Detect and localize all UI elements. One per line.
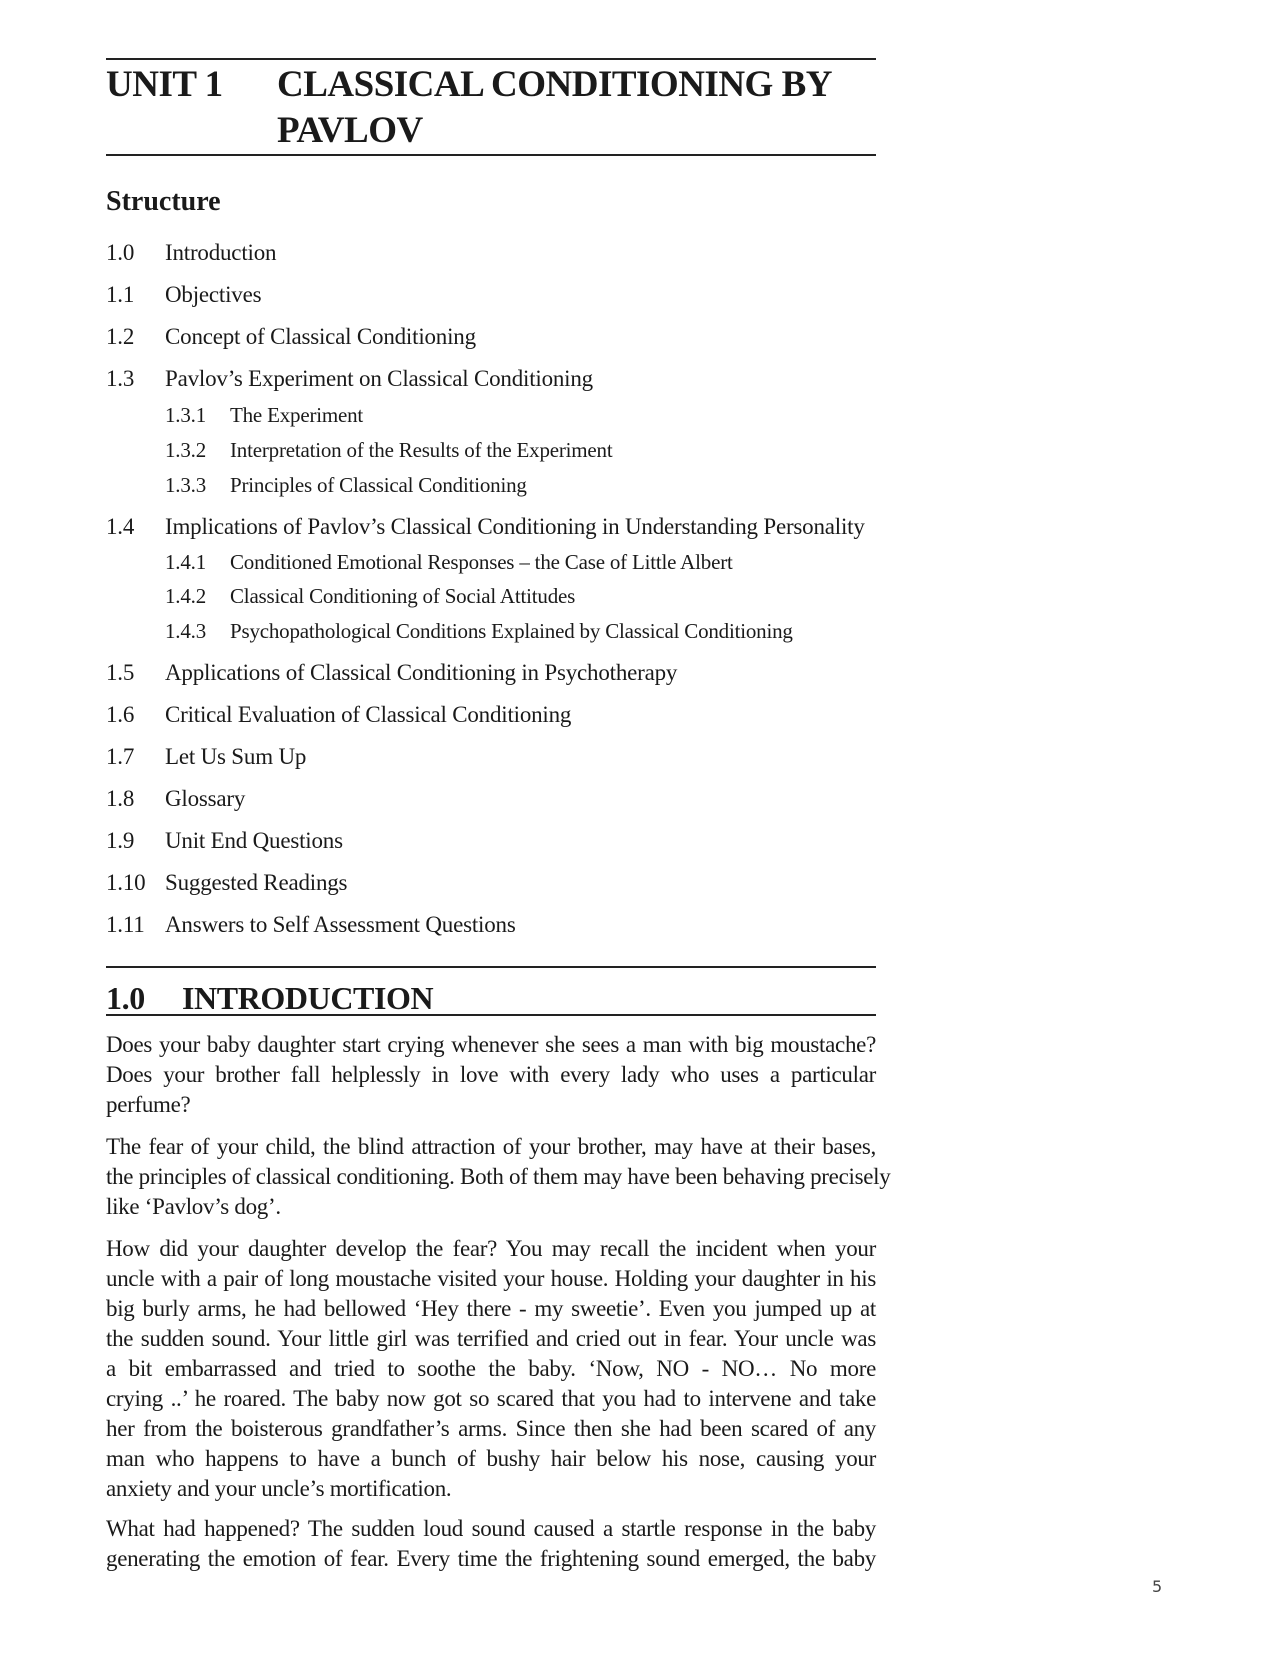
toc-item-label: Suggested Readings (165, 870, 348, 895)
text-line: a bit embarrassed and tried to soothe the baby. ‘Now, NO - NO… No more (106, 1356, 876, 1381)
toc-subitem (165, 548, 733, 576)
toc-item-number: 1.7 (106, 744, 135, 769)
unit-label: UNIT 1 (106, 64, 223, 105)
toc-item-number: 1.5 (106, 660, 135, 685)
toc-subitem-label: Interpretation of the Results of the Experiment (230, 438, 613, 462)
text-line: crying ..’ he roared. The baby now got so scared that you had to intervene and take (106, 1386, 876, 1411)
paragraph (106, 1030, 876, 1120)
toc-item-number: 1.8 (106, 786, 135, 811)
toc-item (106, 910, 516, 940)
text-line: man who happens to have a bunch of bushy hair below his nose, causing your (106, 1446, 876, 1471)
text-line: Does your baby daughter start crying whenever she sees a man with big moustache? (106, 1032, 876, 1057)
toc-subitem-number: 1.4.3 (165, 619, 207, 643)
toc-item-label: Objectives (165, 282, 262, 307)
structure-heading: Structure (106, 186, 221, 217)
toc-item (106, 742, 306, 772)
toc-item-number: 1.3 (106, 366, 135, 391)
text-line: generating the emotion of fear. Every time the frightening sound emerged, the baby (106, 1546, 876, 1571)
section-number: 1.0 (106, 980, 145, 1016)
toc-item-label: Critical Evaluation of Classical Conditioning (165, 702, 572, 727)
toc-subitem-number: 1.3.1 (165, 403, 207, 427)
toc-subitem-number: 1.3.2 (165, 438, 207, 462)
toc-item-number: 1.9 (106, 828, 135, 853)
toc-item-label: Concept of Classical Conditioning (165, 324, 476, 349)
toc-subitem-number: 1.4.2 (165, 584, 207, 608)
toc-item-label: Introduction (165, 240, 277, 265)
intro-bottom-rule (106, 1014, 876, 1016)
toc-item-number: 1.0 (106, 240, 135, 265)
toc-item-label: Applications of Classical Conditioning in Psychotherapy (165, 660, 678, 685)
toc-subitem (165, 436, 612, 464)
toc-item (106, 280, 261, 310)
toc-item (106, 826, 343, 856)
toc-item-label: Answers to Self Assessment Questions (165, 912, 516, 937)
toc-item (106, 238, 276, 268)
toc-subitem-number: 1.4.1 (165, 550, 207, 574)
toc-item-label: Implications of Pavlov’s Classical Conditioning in Understanding Personality (165, 514, 865, 539)
text-line: Does your brother fall helplessly in love with every lady who uses a particular (106, 1062, 876, 1087)
toc-subitem (165, 617, 793, 645)
text-line: anxiety and your uncle’s mortification. (106, 1476, 452, 1501)
toc-item-label: Pavlov’s Experiment on Classical Conditioning (165, 366, 593, 391)
text-line: her from the boisterous grandfather’s arms. Since then she had been scared of any (106, 1416, 876, 1441)
toc-item-number: 1.4 (106, 514, 135, 539)
text-line: like ‘Pavlov’s dog’. (106, 1194, 281, 1219)
text-line: big burly arms, he had bellowed ‘Hey there - my sweetie’. Even you jumped up at (106, 1296, 876, 1321)
toc-subitem-number: 1.3.3 (165, 473, 207, 497)
toc-item-number: 1.1 (106, 282, 135, 307)
toc-item-number: 1.2 (106, 324, 135, 349)
toc-item (106, 700, 571, 730)
toc-subitem-label: Psychopathological Conditions Explained by Classical Conditioning (230, 619, 793, 643)
text-line: How did your daughter develop the fear? You may recall the incident when your (106, 1236, 876, 1261)
section-heading (106, 978, 433, 1018)
page-number: 5 (1152, 1577, 1163, 1596)
toc-item-number: 1.10 (106, 870, 146, 895)
toc-subitem (165, 401, 363, 429)
title-top-rule (106, 58, 876, 60)
paragraph (106, 1234, 876, 1504)
toc-subitem-label: Classical Conditioning of Social Attitudes (230, 584, 576, 608)
intro-top-rule (106, 966, 876, 968)
toc-item (106, 658, 677, 688)
text-line: uncle with a pair of long moustache visited your house. Holding your daughter in his (106, 1266, 876, 1291)
text-line: the principles of classical conditioning. Both of them may have been behaving precisely (106, 1164, 891, 1189)
title-bottom-rule (106, 154, 876, 156)
toc-item (106, 868, 347, 898)
text-line: perfume? (106, 1092, 191, 1117)
toc-item-number: 1.11 (106, 912, 145, 937)
toc-item (106, 364, 593, 394)
toc-item (106, 322, 476, 352)
toc-subitem (165, 471, 527, 499)
toc-item-number: 1.6 (106, 702, 135, 727)
toc-item-label: Unit End Questions (165, 828, 343, 853)
toc-subitem-label: Conditioned Emotional Responses – the Case of Little Albert (230, 550, 733, 574)
toc-subitem-label: The Experiment (230, 403, 364, 427)
toc-item (106, 784, 245, 814)
unit-title: CLASSICAL CONDITIONING BY PAVLOV (277, 64, 831, 151)
text-line: What had happened? The sudden loud sound caused a startle response in the baby (106, 1516, 876, 1541)
text-line: The fear of your child, the blind attraction of your brother, may have at their bases, (106, 1134, 876, 1159)
toc-item-label: Let Us Sum Up (165, 744, 307, 769)
section-title: INTRODUCTION (182, 980, 434, 1016)
toc-subitem (165, 582, 575, 610)
text-line: the sudden sound. Your little girl was terrified and cried out in fear. Your uncle was (106, 1326, 876, 1351)
toc-item (106, 512, 865, 542)
paragraph (106, 1132, 891, 1222)
toc-item-label: Glossary (165, 786, 246, 811)
toc-subitem-label: Principles of Classical Conditioning (230, 473, 527, 497)
paragraph (106, 1514, 876, 1574)
